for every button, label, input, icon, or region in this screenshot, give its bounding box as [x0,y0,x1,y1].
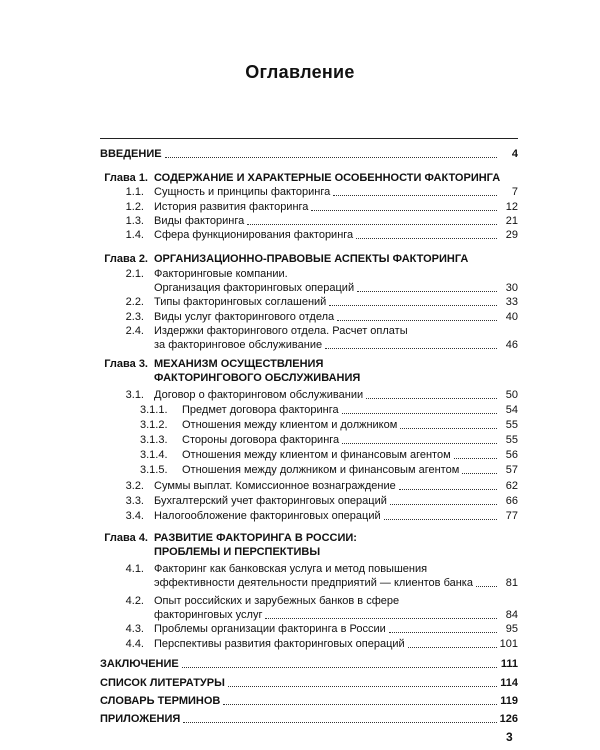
toc-entry-text: ПРИЛОЖЕНИЯ [100,713,181,725]
toc-entry[interactable] [100,636,518,652]
section-number: 3.4. [125,510,144,522]
toc-page-number: 95 [505,623,518,635]
chapter-heading-continuation [100,544,518,560]
toc-entry[interactable] [100,478,518,494]
toc-page-number: 40 [505,311,518,323]
toc-page-number: 57 [505,464,518,476]
toc-entry-glossary[interactable] [100,693,518,709]
section-number: 3.2. [125,480,144,492]
toc-entry-text: за факторинговое обслуживание [154,339,323,351]
toc-entry-text: Отношения между должником и финансовым агентом [182,464,460,476]
chapter-label: Глава 4. [104,532,148,544]
toc-page-number: 4 [511,148,518,160]
toc-page-number: 29 [505,229,518,241]
toc-page-number: 101 [499,638,518,650]
chapter-title-line2: ПРОБЛЕМЫ И ПЕРСПЕКТИВЫ [154,546,321,558]
toc-page-number: 62 [505,480,518,492]
toc-entry-text-line1: Опыт российских и зарубежных банков в сфере [154,595,400,607]
toc-entry-text: СПИСОК ЛИТЕРАТУРЫ [100,677,225,689]
toc-entry-bibliography[interactable] [100,675,518,691]
toc-subentry[interactable] [100,402,518,418]
toc-entry-text: Организация факторинговых операций [154,282,355,294]
section-number: 2.1. [125,268,144,280]
section-number: 4.2. [125,595,144,607]
toc-entry-text: СЛОВАРЬ ТЕРМИНОВ [100,695,221,707]
section-number: 2.4. [125,325,144,337]
toc-page-number: 56 [505,449,518,461]
chapter-title: МЕХАНИЗМ ОСУЩЕСТВЛЕНИЯ [154,358,324,370]
toc-entry-text: Стороны договора факторинга [182,434,340,446]
section-number: 4.3. [125,623,144,635]
toc-page-number: 119 [500,695,518,707]
toc-entry-appendices[interactable] [100,711,518,727]
section-number: 1.2. [125,201,144,213]
toc-page-number: 126 [499,713,518,725]
toc-entry-text: Перспективы развития факторинговых операций [154,638,405,650]
toc-entry-text: эффективности деятельности предприятий — клиентов банка [154,577,473,589]
toc-page-number: 111 [500,658,518,670]
chapter-label: Глава 1. [104,172,148,184]
toc-entry-continuation[interactable] [100,337,518,353]
page-number: 3 [506,730,513,744]
toc-entry[interactable] [100,227,518,243]
toc-entry-text-line1: Издержки факторингового отдела. Расчет оплаты [154,325,408,337]
page-title: Оглавление [245,62,355,82]
toc-entry-text: ВВЕДЕНИЕ [100,148,162,160]
title-rule [100,138,518,139]
toc-page-number: 12 [505,201,518,213]
toc-page-number: 50 [505,389,518,401]
toc-entry-text: История развития факторинга [154,201,309,213]
section-number: 2.2. [125,296,144,308]
chapter-title-line2: ФАКТОРИНГОВОГО ОБСЛУЖИВАНИЯ [154,372,361,384]
chapter-heading-continuation [100,370,518,386]
section-number: 1.3. [125,215,144,227]
toc-entry-text: Сущность и принципы факторинга [154,186,331,198]
subsection-number: 3.1.3. [140,434,168,446]
toc-entry-continuation[interactable] [100,575,518,591]
toc-entry-text: Проблемы организации факторинга в России [154,623,386,635]
subsection-number: 3.1.5. [140,464,168,476]
toc-page-number: 55 [505,419,518,431]
chapter-heading[interactable] [100,251,518,267]
section-number: 1.1. [125,186,144,198]
subsection-number: 3.1.4. [140,449,168,461]
subsection-number: 3.1.1. [140,404,168,416]
toc-entry-text: Виды услуг факторингового отдела [154,311,335,323]
toc-entry-text-line1: Факторинг как банковская услуга и метод повышения [154,563,428,575]
toc-entry-text: Отношения между клиентом и финансовым агентом [182,449,451,461]
chapter-label: Глава 2. [104,253,148,265]
toc-subentry[interactable] [100,432,518,448]
section-number: 3.3. [125,495,144,507]
toc-page-number: 7 [511,186,518,198]
toc-entry-text-line1: Факторинговые компании. [154,268,288,280]
toc-page-number: 66 [505,495,518,507]
toc-entry-text: Суммы выплат. Комиссионное вознаграждение [154,480,396,492]
toc-page-number: 77 [505,510,518,522]
section-number: 1.4. [125,229,144,241]
section-number: 4.4. [125,638,144,650]
chapter-title: РАЗВИТИЕ ФАКТОРИНГА В РОССИИ: [154,532,357,544]
toc-page-number: 81 [505,577,518,589]
toc-entry-text: Бухгалтерский учет факторинговых операций [154,495,387,507]
toc-subentry[interactable] [100,447,518,463]
chapter-title: СОДЕРЖАНИЕ И ХАРАКТЕРНЫЕ ОСОБЕННОСТИ ФАКТОРИНГА [154,172,501,184]
toc-page-number: 30 [505,282,518,294]
toc-entry-conclusion[interactable] [100,656,518,672]
toc-entry-text: Предмет договора факторинга [182,404,339,416]
toc-entry-text: Отношения между клиентом и должником [182,419,398,431]
toc-entry-text: Типы факторинговых соглашений [154,296,327,308]
toc-entry[interactable] [100,508,518,524]
toc-entry[interactable] [100,387,518,403]
toc-entry-text: факторинговых услуг [154,609,263,621]
subsection-number: 3.1.2. [140,419,168,431]
section-number: 4.1. [125,563,144,575]
toc-entry-text: Виды факторинга [154,215,245,227]
section-number: 2.3. [125,311,144,323]
toc-entry[interactable] [100,493,518,509]
toc-entry-text: ЗАКЛЮЧЕНИЕ [100,658,179,670]
toc-entry-intro[interactable] [100,146,518,162]
chapter-title: ОРГАНИЗАЦИОННО-ПРАВОВЫЕ АСПЕКТЫ ФАКТОРИНГА [154,253,469,265]
toc-subentry[interactable] [100,462,518,478]
toc-page-number: 114 [500,677,518,689]
toc-page-number: 46 [505,339,518,351]
toc-entry-text: Договор о факторинговом обслуживании [154,389,364,401]
toc-entry[interactable] [100,621,518,637]
toc-subentry[interactable] [100,417,518,433]
toc-page-number: 21 [505,215,518,227]
toc-entry[interactable] [100,184,518,200]
toc-entry-text: Налогообложение факторинговых операций [154,510,381,522]
chapter-label: Глава 3. [104,358,148,370]
toc-page-number: 33 [505,296,518,308]
toc-page-number: 84 [505,609,518,621]
toc-entry-text: Сфера функционирования факторинга [154,229,354,241]
toc-page-number: 55 [505,434,518,446]
section-number: 3.1. [125,389,144,401]
toc-page-number: 54 [505,404,518,416]
toc-entry[interactable] [100,294,518,310]
